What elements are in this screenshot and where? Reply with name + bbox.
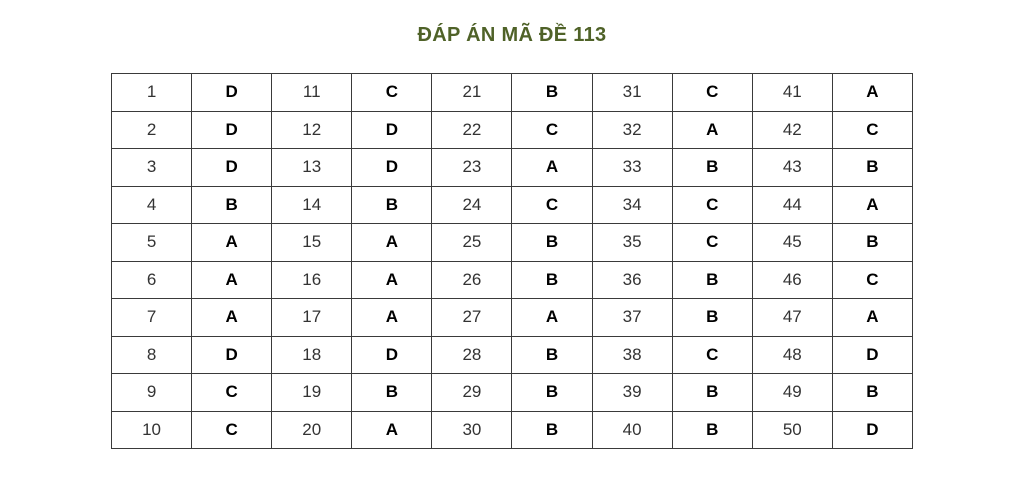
answer-letter: A bbox=[832, 299, 912, 337]
answer-letter: B bbox=[512, 74, 592, 112]
question-number: 41 bbox=[752, 74, 832, 112]
answer-letter: C bbox=[672, 74, 752, 112]
answer-letter: D bbox=[832, 411, 912, 449]
question-number: 49 bbox=[752, 374, 832, 412]
answer-letter: B bbox=[512, 261, 592, 299]
question-number: 14 bbox=[272, 186, 352, 224]
answer-letter: C bbox=[192, 374, 272, 412]
question-number: 36 bbox=[592, 261, 672, 299]
answer-letter: D bbox=[352, 336, 432, 374]
question-number: 17 bbox=[272, 299, 352, 337]
answer-letter: A bbox=[512, 149, 592, 187]
answer-letter: A bbox=[192, 224, 272, 262]
question-number: 45 bbox=[752, 224, 832, 262]
question-number: 44 bbox=[752, 186, 832, 224]
answer-letter: B bbox=[832, 149, 912, 187]
question-number: 34 bbox=[592, 186, 672, 224]
question-number: 35 bbox=[592, 224, 672, 262]
question-number: 4 bbox=[112, 186, 192, 224]
answer-letter: B bbox=[672, 299, 752, 337]
answer-letter: C bbox=[672, 224, 752, 262]
answer-letter: A bbox=[352, 411, 432, 449]
answer-letter: D bbox=[192, 149, 272, 187]
table-row bbox=[112, 411, 913, 449]
table-row bbox=[112, 149, 913, 187]
question-number: 3 bbox=[112, 149, 192, 187]
question-number: 19 bbox=[272, 374, 352, 412]
question-number: 24 bbox=[432, 186, 512, 224]
question-number: 47 bbox=[752, 299, 832, 337]
answer-letter: C bbox=[832, 261, 912, 299]
question-number: 20 bbox=[272, 411, 352, 449]
table-row bbox=[112, 74, 913, 112]
answer-letter: B bbox=[352, 186, 432, 224]
table-row bbox=[112, 299, 913, 337]
question-number: 38 bbox=[592, 336, 672, 374]
page-title: ĐÁP ÁN MÃ ĐỀ 113 bbox=[417, 24, 607, 46]
question-number: 11 bbox=[272, 74, 352, 112]
answer-letter: C bbox=[672, 336, 752, 374]
question-number: 7 bbox=[112, 299, 192, 337]
table-row bbox=[112, 336, 913, 374]
answer-letter: C bbox=[352, 74, 432, 112]
question-number: 8 bbox=[112, 336, 192, 374]
answer-letter: D bbox=[192, 111, 272, 149]
answer-letter: C bbox=[672, 186, 752, 224]
table-row bbox=[112, 186, 913, 224]
answer-letter: A bbox=[512, 299, 592, 337]
question-number: 29 bbox=[432, 374, 512, 412]
question-number: 15 bbox=[272, 224, 352, 262]
question-number: 31 bbox=[592, 74, 672, 112]
answer-letter: A bbox=[352, 261, 432, 299]
answer-letter: A bbox=[832, 186, 912, 224]
question-number: 46 bbox=[752, 261, 832, 299]
answer-letter: A bbox=[352, 299, 432, 337]
answer-letter: D bbox=[352, 111, 432, 149]
question-number: 2 bbox=[112, 111, 192, 149]
question-number: 10 bbox=[112, 411, 192, 449]
answer-letter: B bbox=[512, 411, 592, 449]
answer-letter: B bbox=[512, 336, 592, 374]
question-number: 48 bbox=[752, 336, 832, 374]
question-number: 21 bbox=[432, 74, 512, 112]
answer-key-body bbox=[112, 74, 913, 449]
answer-letter: C bbox=[832, 111, 912, 149]
question-number: 39 bbox=[592, 374, 672, 412]
question-number: 25 bbox=[432, 224, 512, 262]
question-number: 23 bbox=[432, 149, 512, 187]
question-number: 50 bbox=[752, 411, 832, 449]
question-number: 26 bbox=[432, 261, 512, 299]
question-number: 33 bbox=[592, 149, 672, 187]
answer-letter: D bbox=[352, 149, 432, 187]
answer-letter: C bbox=[512, 186, 592, 224]
answer-letter: D bbox=[192, 336, 272, 374]
answer-letter: B bbox=[832, 224, 912, 262]
question-number: 40 bbox=[592, 411, 672, 449]
answer-letter: B bbox=[832, 374, 912, 412]
question-number: 18 bbox=[272, 336, 352, 374]
table-row bbox=[112, 261, 913, 299]
question-number: 6 bbox=[112, 261, 192, 299]
question-number: 9 bbox=[112, 374, 192, 412]
answer-letter: B bbox=[512, 374, 592, 412]
question-number: 5 bbox=[112, 224, 192, 262]
answer-letter: C bbox=[192, 411, 272, 449]
question-number: 1 bbox=[112, 74, 192, 112]
answer-letter: B bbox=[672, 261, 752, 299]
question-number: 27 bbox=[432, 299, 512, 337]
answer-key-table bbox=[111, 73, 913, 449]
answer-letter: A bbox=[352, 224, 432, 262]
question-number: 43 bbox=[752, 149, 832, 187]
answer-letter: B bbox=[672, 411, 752, 449]
answer-letter: A bbox=[192, 261, 272, 299]
table-row bbox=[112, 111, 913, 149]
answer-letter: A bbox=[832, 74, 912, 112]
question-number: 30 bbox=[432, 411, 512, 449]
answer-letter: B bbox=[512, 224, 592, 262]
question-number: 12 bbox=[272, 111, 352, 149]
answer-letter: B bbox=[352, 374, 432, 412]
answer-letter: D bbox=[832, 336, 912, 374]
question-number: 16 bbox=[272, 261, 352, 299]
question-number: 42 bbox=[752, 111, 832, 149]
answer-letter: B bbox=[672, 374, 752, 412]
question-number: 13 bbox=[272, 149, 352, 187]
answer-letter: B bbox=[672, 149, 752, 187]
question-number: 37 bbox=[592, 299, 672, 337]
table-row bbox=[112, 374, 913, 412]
question-number: 22 bbox=[432, 111, 512, 149]
table-row bbox=[112, 224, 913, 262]
answer-letter: D bbox=[192, 74, 272, 112]
answer-letter: A bbox=[672, 111, 752, 149]
question-number: 32 bbox=[592, 111, 672, 149]
answer-letter: B bbox=[192, 186, 272, 224]
answer-letter: A bbox=[192, 299, 272, 337]
answer-letter: C bbox=[512, 111, 592, 149]
question-number: 28 bbox=[432, 336, 512, 374]
